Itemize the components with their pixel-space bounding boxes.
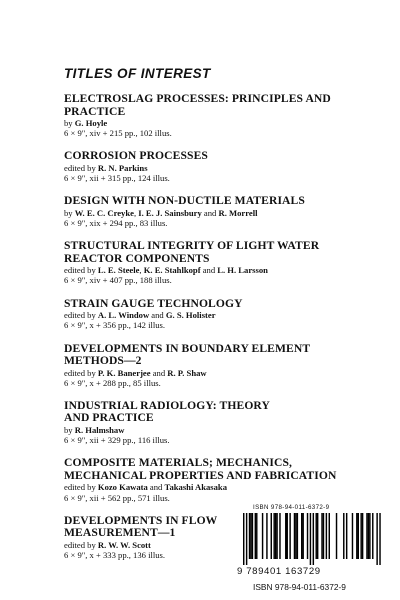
book-title-line: INDUSTRIAL RADIOLOGY: THEORY	[64, 398, 270, 412]
book-spec: 6 × 9", x + 288 pp., 85 illus.	[64, 377, 161, 388]
barcode-bar	[271, 513, 272, 559]
barcode-bar	[317, 513, 318, 559]
author-name: R. Halmshaw	[74, 424, 125, 435]
barcode-bar	[243, 513, 244, 565]
book-spec: 6 × 9", xii + 562 pp., 571 illus.	[64, 492, 170, 503]
barcode-bar	[329, 513, 330, 559]
book-title	[64, 400, 344, 425]
book-title-line: DESIGN WITH NON-DUCTILE MATERIALS	[64, 194, 305, 208]
barcode-bar	[302, 513, 303, 559]
book-title-line: ELECTROSLAG PROCESSES: PRINCIPLES AND	[64, 92, 331, 105]
barcode-bar	[262, 513, 263, 559]
credit-prefix: edited by	[64, 482, 98, 493]
barcode-bar	[250, 513, 251, 559]
book-entry	[64, 195, 344, 228]
barcode-bar	[273, 513, 274, 559]
book-title-line: AND PRACTICE	[64, 411, 154, 425]
barcode-bar	[276, 513, 277, 559]
barcode-bar	[294, 513, 295, 559]
credit-connector: ,	[139, 265, 144, 276]
author-name: R. W. W. Scott	[97, 539, 151, 550]
credit-prefix: edited by	[64, 162, 98, 173]
author-name: R. Morrell	[218, 207, 258, 218]
barcode-bar	[289, 513, 290, 559]
barcode-bar	[316, 513, 317, 559]
book-spec: 6 × 9", xiv + 215 pp., 102 illus.	[64, 128, 172, 139]
book-spec: 6 × 9", xii + 315 pp., 124 illus.	[64, 173, 170, 184]
book-title-line: STRAIN GAUGE TECHNOLOGY	[64, 296, 243, 310]
credit-prefix: edited by	[64, 367, 98, 378]
credit-connector: and	[149, 310, 166, 321]
barcode-bar	[372, 513, 373, 559]
book-title	[64, 343, 344, 368]
book-credit	[64, 310, 344, 320]
barcode-bar	[301, 513, 302, 559]
book-entry	[64, 343, 344, 388]
author-name: I. E. J. Sainsbury	[138, 207, 202, 218]
book-spec: 6 × 9", x + 333 pp., 136 illus.	[64, 549, 166, 560]
barcode-bar	[379, 513, 380, 565]
credit-connector: and	[150, 367, 168, 378]
author-name: R. P. Shaw	[167, 367, 207, 378]
author-name: Kozo Kawata	[97, 482, 148, 493]
book-credit	[64, 265, 344, 275]
barcode-bar	[352, 513, 353, 559]
barcode-bar	[275, 513, 276, 559]
book-title-line: REACTOR COMPONENTS	[64, 251, 210, 265]
book-title-line: METHODS—2	[64, 354, 142, 368]
barcode-bar	[376, 513, 377, 565]
barcode-bar	[358, 513, 359, 559]
barcode-bar	[346, 513, 347, 559]
barcode-bar	[285, 513, 286, 559]
barcode-bar	[287, 513, 288, 559]
book-credit	[64, 118, 344, 128]
author-name: L. E. Steele	[97, 265, 140, 276]
barcode-bar	[369, 513, 370, 559]
book-entry	[64, 457, 344, 502]
barcode-bar	[356, 513, 357, 559]
barcode-bar	[246, 513, 247, 565]
barcode-bar	[255, 513, 256, 559]
book-entry	[64, 298, 344, 331]
barcode-bar	[368, 513, 369, 559]
book-title-line: DEVELOPMENTS IN BOUNDARY ELEMENT	[64, 341, 311, 355]
book-title	[64, 195, 344, 208]
author-name: W. E. C. Creyke	[74, 207, 134, 218]
author-name: A. L. Window	[97, 310, 150, 321]
book-credit	[64, 163, 344, 173]
author-name: Takashi Akasaka	[164, 482, 228, 493]
book-entry	[64, 93, 344, 138]
credit-prefix: edited by	[64, 265, 98, 276]
barcode-isbn-top: ISBN 978-94-011-6372-9	[253, 504, 330, 511]
author-name: K. E. Stahlkopf	[143, 265, 201, 276]
book-spec: 6 × 9", xix + 294 pp., 83 illus.	[64, 218, 168, 229]
titles-list	[64, 93, 344, 572]
author-name: P. K. Banerjee	[97, 367, 151, 378]
barcode-bar	[307, 513, 308, 559]
barcode-bars	[240, 513, 384, 565]
author-name: G. Hoyle	[74, 118, 108, 128]
barcode-bar	[279, 513, 280, 559]
credit-prefix: by	[64, 207, 75, 218]
barcode-bar	[249, 513, 250, 559]
author-name: G. S. Holister	[165, 310, 216, 321]
book-title-line: COMPOSITE MATERIALS; MECHANICS,	[64, 456, 293, 470]
barcode-bar	[366, 513, 367, 559]
barcode-block	[237, 504, 397, 592]
book-entry	[64, 150, 344, 183]
book-credit	[64, 482, 344, 492]
credit-prefix: edited by	[64, 539, 98, 550]
credit-prefix: edited by	[64, 310, 98, 321]
page-heading: TITLES OF INTEREST	[64, 66, 211, 81]
book-entry	[64, 240, 344, 285]
credit-connector: and	[200, 265, 218, 276]
barcode-bar	[295, 513, 296, 559]
book-title-line: MECHANICAL PROPERTIES AND FABRICATION	[64, 468, 337, 482]
book-title	[64, 457, 344, 482]
book-title	[64, 150, 344, 163]
book-title-line: MEASUREMENT—1	[64, 526, 176, 540]
barcode-bar	[360, 513, 361, 559]
barcode-bar	[326, 513, 327, 559]
book-credit	[64, 425, 344, 435]
book-title	[64, 93, 344, 118]
barcode-bar	[323, 513, 324, 559]
credit-connector: and	[147, 482, 165, 493]
barcode-bar	[362, 513, 363, 559]
book-entry	[64, 400, 344, 445]
barcode-bar	[336, 513, 337, 559]
barcode-isbn-bottom: ISBN 978-94-011-6372-9	[253, 582, 346, 592]
book-title-line: STRUCTURAL INTEGRITY OF LIGHT WATER	[64, 239, 320, 253]
barcode-bar	[321, 513, 322, 559]
book-title	[64, 298, 344, 311]
credit-connector: ,	[133, 207, 139, 218]
book-spec: 6 × 9", xii + 329 pp., 116 illus.	[64, 435, 170, 446]
credit-prefix: by	[64, 118, 75, 128]
barcode-digits: 9 789401 163729	[237, 566, 321, 577]
book-spec: 6 × 9", xiv + 407 pp., 188 illus.	[64, 275, 172, 286]
barcode-bar	[297, 513, 298, 559]
author-name: R. N. Parkins	[97, 162, 148, 173]
barcode-bar	[256, 513, 257, 559]
book-credit	[64, 208, 344, 218]
book-spec: 6 × 9", x + 356 pp., 142 illus.	[64, 320, 166, 331]
book-title-line: DEVELOPMENTS IN FLOW	[64, 513, 218, 527]
barcode-bar	[252, 513, 253, 559]
book-title-line: CORROSION PROCESSES	[64, 149, 208, 163]
book-title	[64, 240, 344, 265]
credit-connector: and	[201, 207, 219, 218]
book-credit	[64, 368, 344, 378]
credit-prefix: by	[64, 424, 75, 435]
barcode-bar	[343, 513, 344, 559]
barcode-bar	[310, 513, 311, 565]
barcode-bar	[313, 513, 314, 565]
book-title-line: PRACTICE	[64, 104, 126, 118]
author-name: L. H. Larsson	[217, 265, 268, 276]
barcode-bar	[266, 513, 267, 559]
